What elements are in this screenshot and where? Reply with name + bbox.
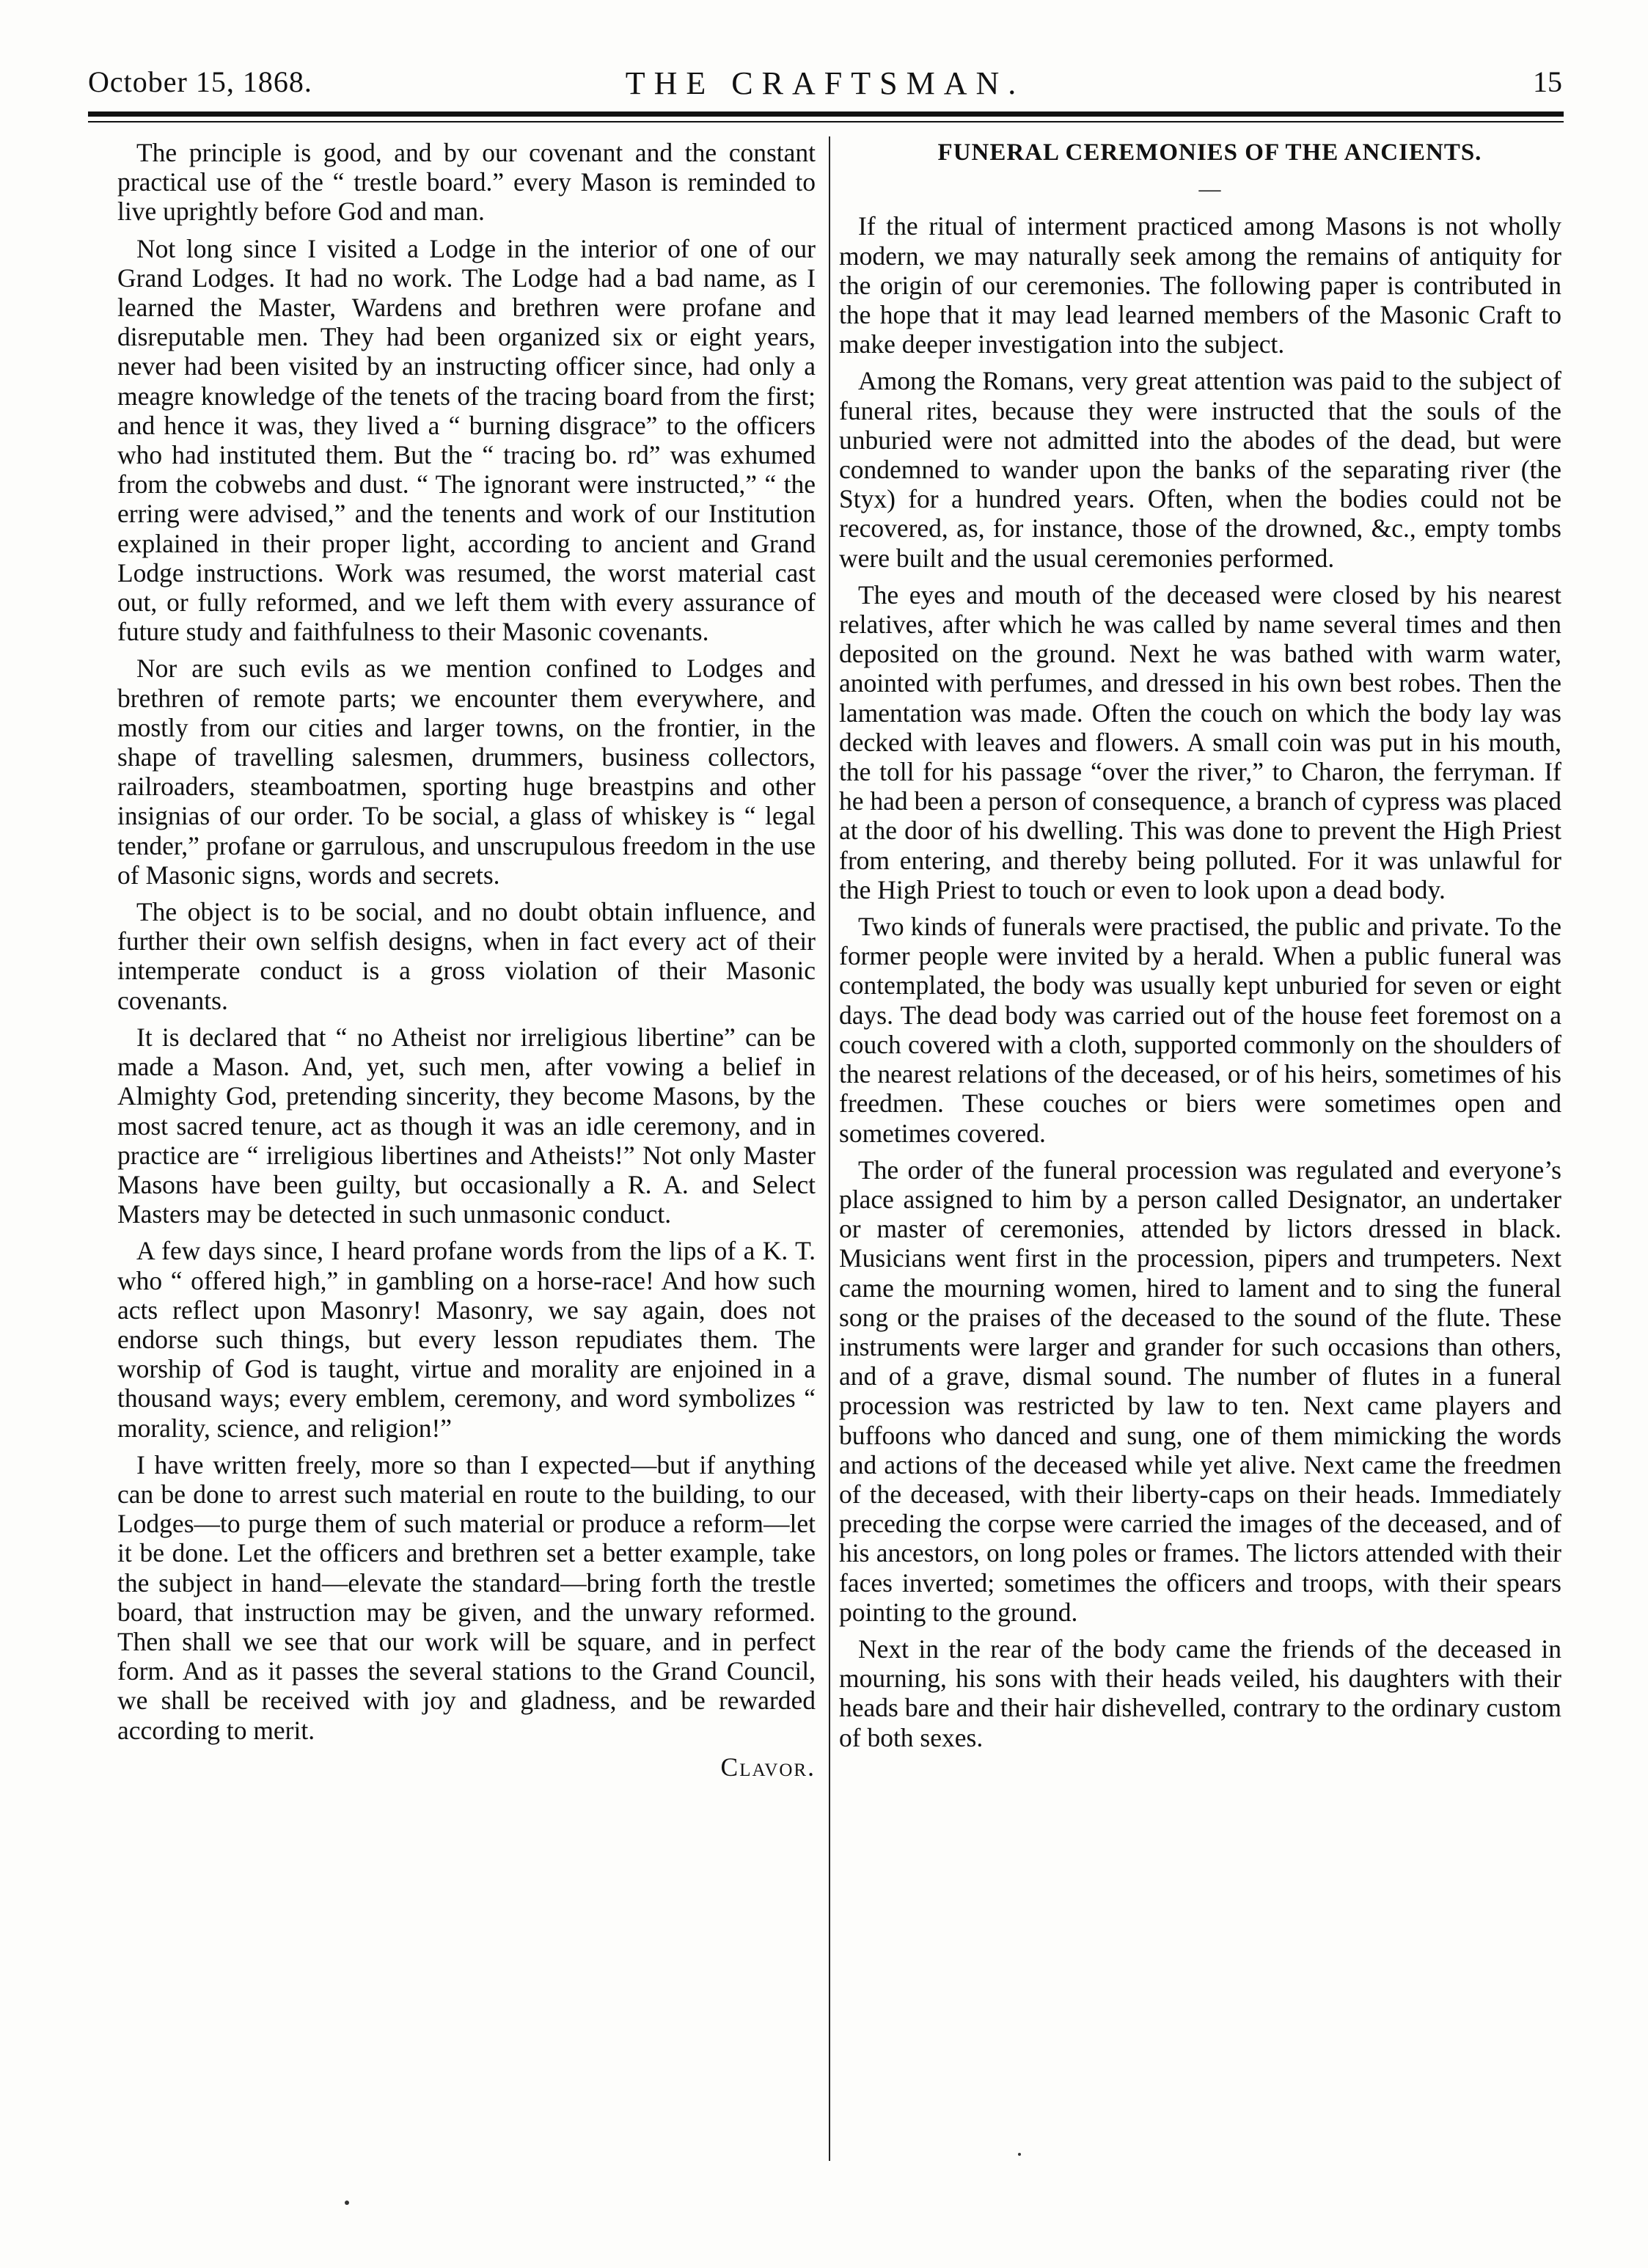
right-paragraph-1: If the ritual of interment practiced among Masons is not wholly modern, we may naturally seek among the remains of antiquity for the origin of our ceremonies. The following paper is contributed in the hope that it may lead learned members of the Masonic Craft to make deeper investigation into the subject. <box>839 211 1561 359</box>
page-header <box>88 65 1562 109</box>
left-paragraph-7: I have written freely, more so than I expected—but if anything can be done to arrest such material en route to the building, to our Lodges—to purge them of such material or produce a reform—let it be done. Let the officers and brethren set a better example, take the subject in hand—elevate the standard—bring forth the trestle board, that instruction may be given, and the unwary reformed. Then shall we see that our work will be square, and in perfect form. And as it passes the several stations to the Grand Council, we shall be received with joy and gladness, and be rewarded according to merit. <box>117 1449 816 1745</box>
issue-date: October 15, 1868. <box>88 65 312 98</box>
page-number: 15 <box>1533 65 1562 98</box>
header-rule-thin <box>88 121 1564 122</box>
author-signature: Clavor. <box>720 1752 816 1782</box>
print-speck <box>345 2201 349 2205</box>
title-dash: — <box>1198 177 1221 202</box>
right-paragraph-4: Two kinds of funerals were practised, the public and private. To the former people were invited by a herald. When a public funeral was contemplated, the body was usually kept unburied for seven or eight days. The dead body was carried out of the house feet foremost on a couch covered with a cloth, supported commonly on the shoulders of the nearest relations of the deceased, or of his heirs, sometimes of his freedmen. These couches or biers were sometimes open and sometimes covered. <box>839 912 1561 1148</box>
right-paragraph-3: The eyes and mouth of the deceased were closed by his nearest relatives, after which he was called by name several times and then deposited on the ground. Next he was bathed with warm water, anointed with perfumes, and dressed in his own best robes. Then the lamentation was made. Often the couch on which the body lay was decked with leaves and flowers. A small coin was put in his mouth, the toll for his passage “over the river,” to Charon, the ferryman. If he had been a person of consequence, a branch of cypress was placed at the door of his dwelling. This was done to prevent the High Priest from entering, and thereby being polluted. For it was unlawful for the High Priest to touch or even to look upon a dead body. <box>839 579 1561 904</box>
right-paragraph-6: Next in the rear of the body came the friends of the deceased in mourning, his sons with their heads veiled, his daughters with their heads bare and their hair dishevelled, contrary to the ordinary custom of both sexes. <box>839 1634 1561 1752</box>
left-paragraph-1: The principle is good, and by our covenant and the constant practical use of the “ trestle board.” every Mason is reminded to live uprightly before God and man. <box>117 138 816 227</box>
signature-line <box>117 1752 816 1782</box>
column-divider <box>829 136 830 2161</box>
left-paragraph-3: Nor are such evils as we mention confined to Lodges and brethren of remote parts; we encounter them everywhere, and mostly from our cities and larger towns, on the frontier, in the shape of travelling salesmen, drummers, business collectors, railroaders, steamboatmen, sporting huge breastpins and other insignias of our order. To be social, a glass of whiskey is “ legal tender,” profane or garrulous, and unscrupulous freedom in the use of Masonic signs, words and secrets. <box>117 654 816 890</box>
left-paragraph-2: Not long since I visited a Lodge in the interior of one of our Grand Lodges. It had no work. The Lodge had a bad name, as I learned the Master, Wardens and brethren were profane and disreputable men. They had been organized six or eight years, never had been visited by an instructing officer since, had only a meagre knowledge of the tenets of the tracing board from the first; and hence it was, they lived a “ burning disgrace” to the officers who had instituted them. But the “ tracing bo. rd” was exhumed from the cobwebs and dust. “ The ignorant were instructed,” “ the erring were advised,” and the tenents and work of our Institution explained in their proper light, according to ancient and Grand Lodge instructions. Work was resumed, the worst material cast out, or fully reformed, and we left them with every assurance of future study and faithfulness to their Masonic covenants. <box>117 233 816 647</box>
right-paragraph-2: Among the Romans, very great attention was paid to the subject of funeral rites, because they were instructed that the souls of the unburied were not admitted into the abodes of the dead, but were condemned to wander upon the banks of the separating river (the Styx) for a hundred years. Often, when the bodies could not be recovered, as, for instance, those of the drowned, &c., empty tombs were built and the usual ceremonies performed. <box>839 366 1561 573</box>
header-rule-thick <box>88 111 1564 117</box>
article-title: FUNERAL CEREMONIES OF THE ANCIENTS. <box>937 139 1482 166</box>
left-column-article <box>117 138 816 1789</box>
right-paragraph-5: The order of the funeral procession was regulated and everyone’s place assigned to him by a person called Designator, an undertaker or master of ceremonies, attended by lictors dressed in black. Musicians went first in the procession, pipers and trumpeters. Next came the mourning women, hired to lament and to sing the funeral song or the praises of the deceased to the sound of the flute. These instruments were larger and grander for such occasions than others, and of a grave, dismal sound. The number of flutes in a funeral procession was restricted by law to ten. Next came players and buffoons who danced and sung, one of them mimicking the words and actions of the deceased while yet alive. Next came the freedmen of the deceased, with their liberty-caps on their heads. Immediately preceding the corpse were carried the images of the deceased, and of his ancestors, on long poles or frames. The lictors attended with their faces inverted; sometimes the officers and troops, with their spears pointing to the ground. <box>839 1155 1561 1627</box>
left-paragraph-6: A few days since, I heard profane words from the lips of a K. T. who “ offered high,” in gambling on a horse-race! And how such acts reflect upon Masonry! Masonry, we say again, does not endorse such things, but every lesson repudiates them. The worship of God is taught, virtue and morality are enjoined in a thousand ways; every emblem, ceremony, and word symbolizes “ morality, science, and religion!” <box>117 1236 816 1443</box>
left-paragraph-5: It is declared that “ no Atheist nor irreligious libertine” can be made a Mason. And, yet, such men, after vowing a belief in Almighty God, pretending sincerity, they become Masons, by the most sacred tenure, act as though it was an idle ceremony, and in practice are “ irreligious libertines and Atheists!” Not only Master Masons have been guilty, but occasionally a R. A. and Select Masters may be detected in such unmasonic conduct. <box>117 1022 816 1229</box>
right-column-article <box>839 138 1561 1760</box>
masthead-title: THE CRAFTSMAN. <box>625 65 1025 101</box>
left-paragraph-4: The object is to be social, and no doubt obtain influence, and further their own selfish designs, when in fact every act of their intemperate conduct is a gross violation of their Masonic covenants. <box>117 897 816 1015</box>
print-speck <box>1018 2153 1021 2156</box>
